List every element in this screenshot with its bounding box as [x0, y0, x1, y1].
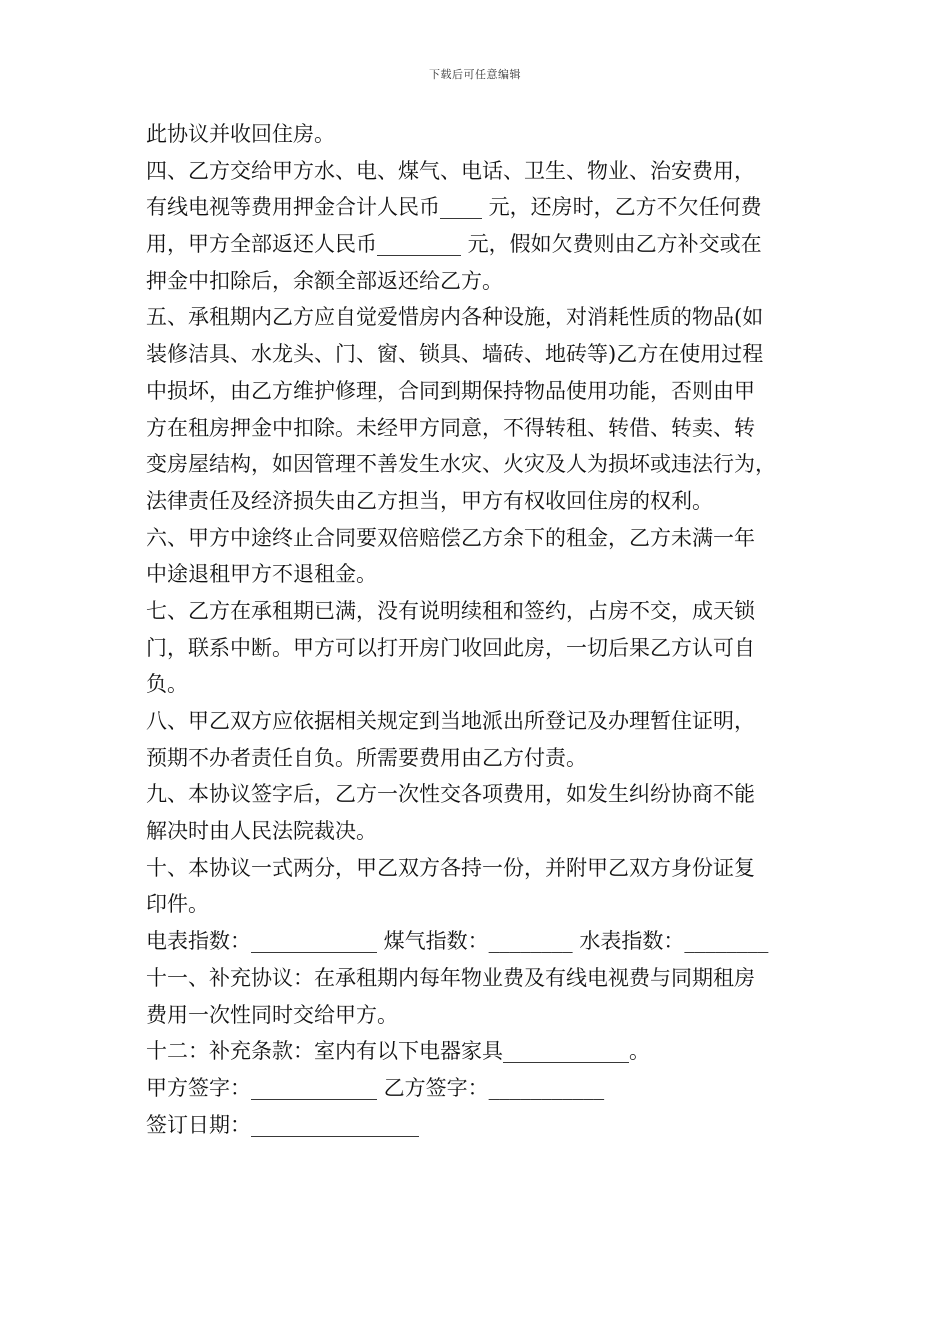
text-line: 解决时由人民法院裁决。 — [146, 819, 377, 844]
meter-readings-line: 电表指数：____________ 煤气指数：________ 水表指数：________ — [146, 929, 769, 954]
text-line: 四、乙方交给甲方水、电、煤气、电话、卫生、物业、治安费用， — [146, 158, 755, 183]
text-line: 八、甲乙双方应依据相关规定到当地派出所登记及办理暂住证明， — [146, 709, 755, 733]
text-line: 装修洁具、水龙头、门、窗、锁具、墙砖、地砖等)乙方在使用过程 — [146, 342, 764, 367]
text-line: 负。 — [146, 672, 188, 697]
text-line: 中损坏，由乙方维护修理，合同到期保持物品使用功能，否则由甲 — [146, 378, 755, 403]
text-line: 预期不办者责任自负。所需要费用由乙方付责。 — [146, 745, 587, 770]
text-line: 十一、补充协议：在承租期内每年物业费及有线电视费与同期租房 — [146, 965, 755, 990]
text-line: 十二：补充条款：室内有以下电器家具____________。 — [146, 1039, 650, 1064]
text-line: 费用一次性同时交给甲方。 — [146, 1002, 398, 1027]
text-line: 印件。 — [146, 892, 209, 917]
signature-line: 甲方签字：____________ 乙方签字：___________ — [146, 1075, 605, 1100]
text-line: 五、承租期内乙方应自觉爱惜房内各种设施，对消耗性质的物品(如 — [146, 305, 764, 330]
text-line: 九、本协议签字后，乙方一次性交各项费用，如发生纠纷协商不能 — [146, 782, 755, 807]
text-line: 有线电视等费用押金合计人民币____ 元，还房时，乙方不欠任何费 — [146, 195, 762, 220]
text-line: 六、甲方中途终止合同要双倍赔偿乙方余下的租金，乙方未满一年 — [146, 525, 755, 550]
text-line: 押金中扣除后，余额全部返还给乙方。 — [146, 268, 503, 293]
text-line: 此协议并收回住房。 — [146, 122, 335, 146]
text-line: 十、本协议一式两分，甲乙双方各持一份，并附甲乙双方身份证复 — [146, 855, 755, 880]
text-line: 方在租房押金中扣除。未经甲方同意，不得转租、转借、转卖、转 — [146, 415, 755, 440]
text-line: 中途退租甲方不退租金。 — [146, 562, 377, 587]
text-line: 门，联系中断。甲方可以打开房门收回此房，一切后果乙方认可自 — [146, 635, 755, 660]
signing-date-line: 签订日期：________________ — [146, 1112, 419, 1137]
text-line: 法律责任及经济损失由乙方担当，甲方有权收回住房的权利。 — [146, 488, 713, 513]
page-header: 下载后可任意编辑 — [429, 68, 521, 81]
text-line: 七、乙方在承租期已满，没有说明续租和签约，占房不交，成天锁 — [146, 598, 755, 623]
text-line: 用，甲方全部返还人民币________ 元，假如欠费则由乙方补交或在 — [146, 232, 762, 257]
contract-body — [146, 116, 811, 1143]
text-line: 变房屋结构，如因管理不善发生水灾、火灾及人为损坏或违法行为， — [146, 452, 776, 477]
